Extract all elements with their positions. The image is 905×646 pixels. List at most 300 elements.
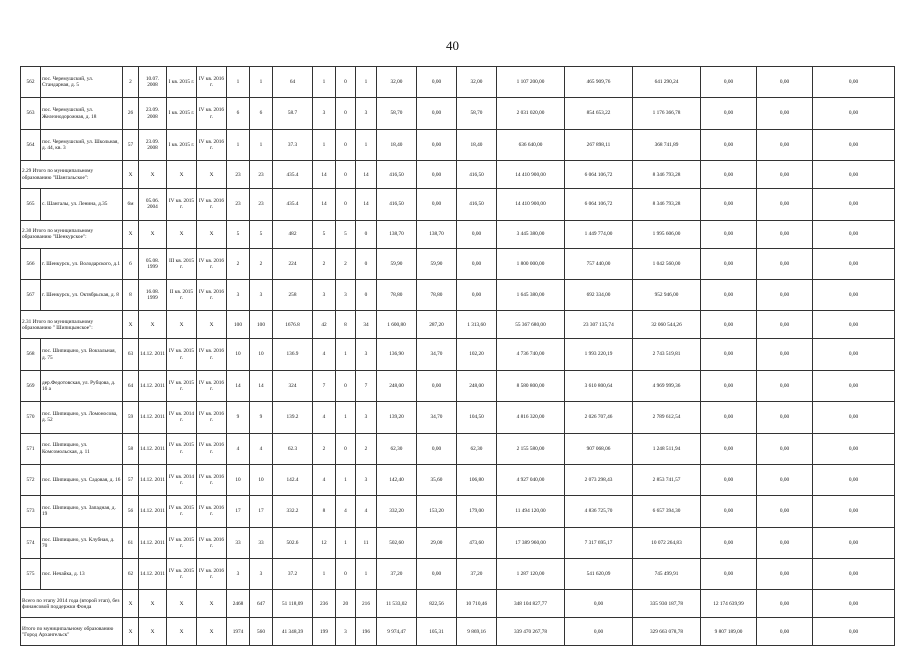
- cell-c9: 0: [336, 67, 356, 98]
- cell-addr: пос. Черемушский, ул. Железнодорожная, д. 18: [41, 98, 123, 129]
- cell-c10: 216: [356, 590, 377, 618]
- cell-c15: 0,00: [565, 618, 633, 646]
- cell-area: 142.4: [273, 464, 313, 495]
- cell-c13: 0,00: [457, 248, 497, 279]
- cell-c8: 3: [313, 279, 336, 310]
- cell-c15: 541 620,09: [565, 559, 633, 590]
- cell-c17: 0,00: [701, 129, 757, 160]
- cell-c6: 33: [250, 527, 273, 558]
- cell-q2: IV кв. 2016 г.: [197, 189, 227, 220]
- cell-c5: 3: [227, 279, 250, 310]
- table-row: [21, 67, 895, 98]
- cell-c18: 0,00: [757, 590, 813, 618]
- cell-c15: 6 064 106,72: [565, 189, 633, 220]
- cell-c6: 1: [250, 129, 273, 160]
- cell-c9: 1: [336, 402, 356, 433]
- cell-c18: 0,00: [757, 496, 813, 527]
- cell-c12: 0,00: [417, 370, 457, 401]
- cell-c12: 153,20: [417, 496, 457, 527]
- cell-c12: 0,00: [417, 98, 457, 129]
- cell-num: 565: [21, 189, 41, 220]
- cell-q2: X: [197, 590, 227, 618]
- cell-d1: 14.12. 2011: [139, 339, 167, 370]
- cell-c11: 502,60: [377, 527, 417, 558]
- cell-year: 6: [123, 248, 139, 279]
- cell-c16: 641 290,24: [633, 67, 701, 98]
- cell-q1: IV кв. 2015 г.: [167, 559, 197, 590]
- cell-c6: 6: [250, 98, 273, 129]
- cell-c10: 3: [356, 339, 377, 370]
- cell-c11: 248,00: [377, 370, 417, 401]
- cell-q2: IV кв. 2016 г.: [197, 248, 227, 279]
- cell-c10: 3: [356, 464, 377, 495]
- cell-q1: IV кв. 2015 г.: [167, 370, 197, 401]
- cell-q1: I кв. 2015 г.: [167, 98, 197, 129]
- cell-c13: 0,00: [457, 279, 497, 310]
- cell-c6: 1: [250, 67, 273, 98]
- cell-c14: 3 445 380,00: [497, 220, 565, 248]
- cell-label: Всего по этапу 2014 года (второй этап), без финансовой поддержки Фонда: [21, 590, 123, 618]
- cell-c15: 0,00: [565, 590, 633, 618]
- cell-area: 332.2: [273, 496, 313, 527]
- cell-c14: 4 736 740,00: [497, 339, 565, 370]
- cell-c8: 12: [313, 527, 336, 558]
- cell-q2: IV кв. 2016 г.: [197, 559, 227, 590]
- cell-c16: 745 499,91: [633, 559, 701, 590]
- cell-q2: IV кв. 2016 г.: [197, 433, 227, 464]
- cell-c18: 0,00: [757, 189, 813, 220]
- cell-c16: 8 346 793,28: [633, 161, 701, 189]
- cell-c19: 0,00: [813, 527, 895, 558]
- cell-addr: дер.Федотовская, ул. Рубцова, д. 16 а: [41, 370, 123, 401]
- cell-c12: 34,70: [417, 339, 457, 370]
- cell-c14: 2 031 020,00: [497, 98, 565, 129]
- cell-c10: 2: [356, 433, 377, 464]
- cell-c8: 7: [313, 370, 336, 401]
- cell-c6: 10: [250, 464, 273, 495]
- cell-c15: 757 440,00: [565, 248, 633, 279]
- cell-year: 57: [123, 129, 139, 160]
- cell-c17: 0,00: [701, 527, 757, 558]
- cell-label: 2.30 Итого по муниципальному образованию "Шенкурское":: [21, 220, 123, 248]
- cell-c17: 9 807 189,00: [701, 618, 757, 646]
- cell-c13: 32,00: [457, 67, 497, 98]
- cell-q1: III кв. 2015 г.: [167, 248, 197, 279]
- cell-area: 482: [273, 220, 313, 248]
- cell-c16: 8 346 793,28: [633, 189, 701, 220]
- cell-area: 258: [273, 279, 313, 310]
- table-total-row: [21, 590, 895, 618]
- cell-c12: 35,60: [417, 464, 457, 495]
- cell-c8: 2: [313, 248, 336, 279]
- cell-c8: 42: [313, 311, 336, 339]
- cell-addr: пос. Нечайка, д. 13: [41, 559, 123, 590]
- cell-c11: 136,90: [377, 339, 417, 370]
- cell-d1: 14.12. 2011: [139, 464, 167, 495]
- cell-label: Итого по муниципальному образованию "Город Архангельск": [21, 618, 123, 646]
- cell-c11: 37,20: [377, 559, 417, 590]
- cell-d1: 14.12. 2011: [139, 527, 167, 558]
- cell-c6: 2: [250, 248, 273, 279]
- cell-c10: 1: [356, 129, 377, 160]
- cell-c8: 199: [313, 618, 336, 646]
- cell-year: 57: [123, 464, 139, 495]
- cell-num: 573: [21, 496, 41, 527]
- cell-year: 61: [123, 527, 139, 558]
- cell-c10: 3: [356, 402, 377, 433]
- cell-c10: 1: [356, 67, 377, 98]
- cell-c15: 6 064 106,72: [565, 161, 633, 189]
- cell-c14: 348 104 827,77: [497, 590, 565, 618]
- cell-c8: 5: [313, 220, 336, 248]
- cell-c9: 0: [336, 433, 356, 464]
- cell-addr: пос. Шипицыно, ул. Вокзальная, д. 75: [41, 339, 123, 370]
- cell-year: X: [123, 590, 139, 618]
- cell-c19: 0,00: [813, 618, 895, 646]
- cell-area: 224: [273, 248, 313, 279]
- cell-q1: X: [167, 220, 197, 248]
- cell-addr: пос. Шипицыно, ул. Комсомольская, д. 11: [41, 433, 123, 464]
- cell-c12: 0,00: [417, 161, 457, 189]
- cell-c5: 2: [227, 248, 250, 279]
- cell-c5: 2468: [227, 590, 250, 618]
- cell-year: X: [123, 161, 139, 189]
- cell-num: 566: [21, 248, 41, 279]
- cell-c15: 3 610 800,64: [565, 370, 633, 401]
- cell-c12: 822,56: [417, 590, 457, 618]
- cell-c18: 0,00: [757, 311, 813, 339]
- cell-c5: 1: [227, 129, 250, 160]
- cell-area: 435.4: [273, 189, 313, 220]
- cell-c19: 0,00: [813, 496, 895, 527]
- cell-c17: 0,00: [701, 339, 757, 370]
- cell-c19: 0,00: [813, 402, 895, 433]
- cell-q2: IV кв. 2016 г.: [197, 370, 227, 401]
- cell-num: 569: [21, 370, 41, 401]
- cell-c12: 0,00: [417, 433, 457, 464]
- cell-d1: 14.12. 2011: [139, 433, 167, 464]
- cell-q1: II кв. 2015 г.: [167, 279, 197, 310]
- cell-c12: 138,70: [417, 220, 457, 248]
- cell-d1: X: [139, 220, 167, 248]
- cell-c17: 0,00: [701, 279, 757, 310]
- cell-c15: 854 653,22: [565, 98, 633, 129]
- cell-num: 570: [21, 402, 41, 433]
- cell-area: 435.4: [273, 161, 313, 189]
- cell-q1: X: [167, 311, 197, 339]
- cell-c14: 1 107 200,00: [497, 67, 565, 98]
- cell-c15: 465 909,76: [565, 67, 633, 98]
- cell-c14: 1 645 380,00: [497, 279, 565, 310]
- cell-area: 64: [273, 67, 313, 98]
- cell-c19: 0,00: [813, 98, 895, 129]
- cell-c15: 23 307 135,74: [565, 311, 633, 339]
- cell-c17: 0,00: [701, 311, 757, 339]
- cell-c15: 267 898,11: [565, 129, 633, 160]
- cell-num: 562: [21, 67, 41, 98]
- table-total-row: [21, 220, 895, 248]
- cell-area: 41 348,39: [273, 618, 313, 646]
- cell-c14: 17 389 960,00: [497, 527, 565, 558]
- cell-c19: 0,00: [813, 189, 895, 220]
- cell-c18: 0,00: [757, 433, 813, 464]
- cell-year: X: [123, 618, 139, 646]
- cell-label: 2.31 Итого по муниципальному образованию " Шипицынское":: [21, 311, 123, 339]
- cell-area: 1676.8: [273, 311, 313, 339]
- cell-c17: 0,00: [701, 433, 757, 464]
- cell-q2: X: [197, 161, 227, 189]
- cell-c12: 287,20: [417, 311, 457, 339]
- cell-q2: IV кв. 2016 г.: [197, 98, 227, 129]
- cell-area: 58.7: [273, 98, 313, 129]
- table-row: [21, 433, 895, 464]
- cell-c19: 0,00: [813, 464, 895, 495]
- cell-c14: 11 494 120,00: [497, 496, 565, 527]
- cell-q2: IV кв. 2016 г.: [197, 129, 227, 160]
- cell-q2: IV кв. 2016 г.: [197, 339, 227, 370]
- cell-c6: 100: [250, 311, 273, 339]
- cell-year: 58: [123, 433, 139, 464]
- cell-c18: 0,00: [757, 559, 813, 590]
- cell-c16: 1 248 511,94: [633, 433, 701, 464]
- cell-c15: 4 836 725,70: [565, 496, 633, 527]
- page-number: 40: [446, 38, 459, 53]
- cell-year: X: [123, 220, 139, 248]
- cell-num: 574: [21, 527, 41, 558]
- cell-d1: X: [139, 161, 167, 189]
- cell-c13: 62,30: [457, 433, 497, 464]
- cell-c17: 0,00: [701, 189, 757, 220]
- cell-d1: 14.12. 2011: [139, 402, 167, 433]
- cell-c8: 14: [313, 161, 336, 189]
- cell-num: 567: [21, 279, 41, 310]
- cell-c9: 3: [336, 618, 356, 646]
- cell-c8: 236: [313, 590, 336, 618]
- cell-c18: 0,00: [757, 402, 813, 433]
- cell-year: 8: [123, 279, 139, 310]
- cell-c10: 196: [356, 618, 377, 646]
- cell-c17: 12 174 639,99: [701, 590, 757, 618]
- cell-c5: 33: [227, 527, 250, 558]
- cell-area: 37.2: [273, 559, 313, 590]
- table-row: [21, 370, 895, 401]
- cell-c14: 4 927 040,00: [497, 464, 565, 495]
- cell-c12: 0,00: [417, 129, 457, 160]
- cell-c13: 102,20: [457, 339, 497, 370]
- cell-q1: X: [167, 590, 197, 618]
- cell-c6: 17: [250, 496, 273, 527]
- cell-c12: 0,00: [417, 67, 457, 98]
- cell-c12: 59,90: [417, 248, 457, 279]
- cell-c18: 0,00: [757, 67, 813, 98]
- cell-q2: IV кв. 2016 г.: [197, 67, 227, 98]
- cell-num: 572: [21, 464, 41, 495]
- cell-q1: IV кв. 2015 г.: [167, 339, 197, 370]
- cell-area: 502.6: [273, 527, 313, 558]
- cell-addr: пос. Черемушский, ул. Школьная, д. 44, кв. 3: [41, 129, 123, 160]
- cell-c5: 3: [227, 559, 250, 590]
- cell-c6: 23: [250, 161, 273, 189]
- cell-c11: 138,70: [377, 220, 417, 248]
- cell-c16: 10 072 264,83: [633, 527, 701, 558]
- table-row: [21, 248, 895, 279]
- cell-c12: 78,80: [417, 279, 457, 310]
- cell-c16: 1 042 560,00: [633, 248, 701, 279]
- cell-area: 136.9: [273, 339, 313, 370]
- cell-c13: 0,00: [457, 220, 497, 248]
- cell-c16: 2 789 612,54: [633, 402, 701, 433]
- cell-c6: 5: [250, 220, 273, 248]
- cell-c19: 0,00: [813, 129, 895, 160]
- cell-q1: IV кв. 2015 г.: [167, 527, 197, 558]
- cell-c17: 0,00: [701, 370, 757, 401]
- cell-c14: 55 367 680,00: [497, 311, 565, 339]
- cell-c10: 0: [356, 220, 377, 248]
- cell-year: 59: [123, 402, 139, 433]
- cell-c8: 4: [313, 402, 336, 433]
- cell-c13: 473,60: [457, 527, 497, 558]
- cell-c16: 1 995 606,00: [633, 220, 701, 248]
- cell-q1: IV кв. 2014 г.: [167, 464, 197, 495]
- cell-q2: X: [197, 220, 227, 248]
- cell-d1: 05.06. 2004: [139, 189, 167, 220]
- cell-c13: 58,70: [457, 98, 497, 129]
- table-row: [21, 402, 895, 433]
- cell-c5: 1: [227, 67, 250, 98]
- cell-q2: IV кв. 2016 г.: [197, 464, 227, 495]
- cell-c9: 1: [336, 527, 356, 558]
- cell-c10: 0: [356, 279, 377, 310]
- cell-year: 64: [123, 370, 139, 401]
- cell-label: 2.29 Итого по муниципальному образованию "Шангальское":: [21, 161, 123, 189]
- cell-c10: 14: [356, 161, 377, 189]
- cell-d1: 23.09. 2008: [139, 98, 167, 129]
- cell-c18: 0,00: [757, 248, 813, 279]
- cell-c9: 5: [336, 220, 356, 248]
- cell-c9: 0: [336, 129, 356, 160]
- cell-c18: 0,00: [757, 129, 813, 160]
- cell-c6: 647: [250, 590, 273, 618]
- table-total-row: [21, 161, 895, 189]
- cell-c19: 0,00: [813, 67, 895, 98]
- cell-c18: 0,00: [757, 527, 813, 558]
- cell-c8: 1: [313, 129, 336, 160]
- cell-c8: 8: [313, 496, 336, 527]
- cell-c18: 0,00: [757, 98, 813, 129]
- cell-c5: 10: [227, 339, 250, 370]
- cell-c11: 9 974,47: [377, 618, 417, 646]
- cell-c11: 1 600,80: [377, 311, 417, 339]
- cell-c12: 105,31: [417, 618, 457, 646]
- cell-c16: 6 657 394,30: [633, 496, 701, 527]
- cell-c17: 0,00: [701, 248, 757, 279]
- cell-c17: 0,00: [701, 220, 757, 248]
- cell-c10: 11: [356, 527, 377, 558]
- cell-c11: 62,30: [377, 433, 417, 464]
- cell-c6: 10: [250, 339, 273, 370]
- cell-c9: 20: [336, 590, 356, 618]
- cell-area: 37.3: [273, 129, 313, 160]
- cell-c13: 179,00: [457, 496, 497, 527]
- cell-c16: 32 060 544,26: [633, 311, 701, 339]
- cell-q1: IV кв. 2014 г.: [167, 402, 197, 433]
- cell-d1: 14.12. 2011: [139, 559, 167, 590]
- cell-c8: 3: [313, 98, 336, 129]
- cell-c17: 0,00: [701, 559, 757, 590]
- table-row: [21, 98, 895, 129]
- cell-c9: 3: [336, 279, 356, 310]
- table-row: [21, 464, 895, 495]
- cell-d1: 10.07. 2008: [139, 67, 167, 98]
- cell-c19: 0,00: [813, 311, 895, 339]
- cell-c15: 1 993 220,19: [565, 339, 633, 370]
- table-row: [21, 129, 895, 160]
- cell-c12: 0,00: [417, 559, 457, 590]
- cell-q2: X: [197, 618, 227, 646]
- cell-c14: 14 410 900,00: [497, 161, 565, 189]
- cell-c15: 1 449 774,00: [565, 220, 633, 248]
- cell-c8: 4: [313, 339, 336, 370]
- cell-c14: 636 640,00: [497, 129, 565, 160]
- cell-c5: 100: [227, 311, 250, 339]
- cell-addr: пос. Черемушский, ул. Стандарная, д. 5: [41, 67, 123, 98]
- cell-year: 26: [123, 98, 139, 129]
- cell-c9: 0: [336, 559, 356, 590]
- cell-c14: 339 470 267,78: [497, 618, 565, 646]
- cell-c11: 142,40: [377, 464, 417, 495]
- cell-c18: 0,00: [757, 279, 813, 310]
- cell-c5: 1974: [227, 618, 250, 646]
- cell-q2: IV кв. 2016 г.: [197, 402, 227, 433]
- cell-c10: 1: [356, 559, 377, 590]
- cell-c9: 0: [336, 189, 356, 220]
- cell-c11: 32,00: [377, 67, 417, 98]
- cell-c13: 416,50: [457, 189, 497, 220]
- cell-d1: X: [139, 590, 167, 618]
- cell-c10: 0: [356, 248, 377, 279]
- cell-addr: пос. Шипицыно, ул. Садовая, д. 16: [41, 464, 123, 495]
- cell-c14: 2 155 580,00: [497, 433, 565, 464]
- cell-c10: 3: [356, 98, 377, 129]
- cell-c16: 368 741,89: [633, 129, 701, 160]
- cell-c6: 9: [250, 402, 273, 433]
- cell-c13: 18,40: [457, 129, 497, 160]
- cell-c13: 9 869,16: [457, 618, 497, 646]
- cell-c9: 2: [336, 248, 356, 279]
- cell-area: 324: [273, 370, 313, 401]
- cell-q2: IV кв. 2016 г.: [197, 279, 227, 310]
- cell-d1: X: [139, 618, 167, 646]
- cell-c19: 0,00: [813, 590, 895, 618]
- cell-c19: 0,00: [813, 339, 895, 370]
- cell-c19: 0,00: [813, 370, 895, 401]
- cell-c14: 1 287 120,00: [497, 559, 565, 590]
- cell-c9: 1: [336, 339, 356, 370]
- cell-c9: 1: [336, 464, 356, 495]
- cell-c6: 23: [250, 189, 273, 220]
- cell-c19: 0,00: [813, 161, 895, 189]
- cell-c6: 3: [250, 279, 273, 310]
- cell-addr: пос. Шипицыно, ул. Клубная, д. 70: [41, 527, 123, 558]
- cell-c8: 14: [313, 189, 336, 220]
- cell-c11: 416,50: [377, 189, 417, 220]
- cell-c11: 11 533,02: [377, 590, 417, 618]
- cell-c9: 0: [336, 161, 356, 189]
- cell-c16: 952 946,00: [633, 279, 701, 310]
- cell-year: 63: [123, 339, 139, 370]
- cell-c16: 2 743 519,81: [633, 339, 701, 370]
- cell-c13: 1 313,60: [457, 311, 497, 339]
